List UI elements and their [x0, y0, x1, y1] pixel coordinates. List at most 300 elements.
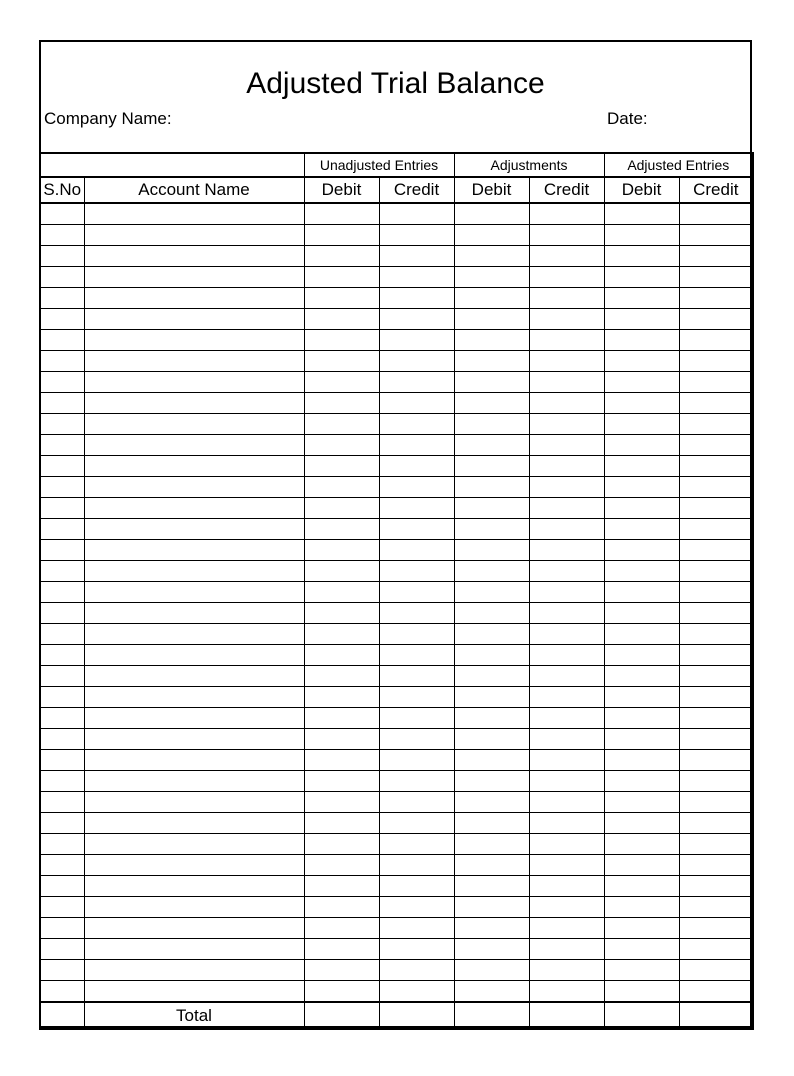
- adjusted-credit-cell[interactable]: [679, 372, 753, 393]
- adjusted-credit-cell[interactable]: [679, 729, 753, 750]
- account-name-cell[interactable]: [84, 897, 304, 918]
- unadjusted-credit-cell[interactable]: [379, 834, 454, 855]
- adjustments-debit-cell[interactable]: [454, 288, 529, 309]
- unadjusted-credit-cell[interactable]: [379, 372, 454, 393]
- adjustments-debit-cell[interactable]: [454, 456, 529, 477]
- adjusted-debit-cell[interactable]: [604, 687, 679, 708]
- unadjusted-credit-cell[interactable]: [379, 708, 454, 729]
- account-name-cell[interactable]: [84, 540, 304, 561]
- adjusted-debit-cell[interactable]: [604, 561, 679, 582]
- sno-cell[interactable]: [40, 477, 84, 498]
- adjustments-credit-cell[interactable]: [529, 855, 604, 876]
- adjustments-credit-cell[interactable]: [529, 519, 604, 540]
- adjusted-debit-cell[interactable]: [604, 771, 679, 792]
- total-adjusted-credit[interactable]: [679, 1002, 753, 1029]
- unadjusted-debit-cell[interactable]: [304, 708, 379, 729]
- unadjusted-credit-cell[interactable]: [379, 960, 454, 981]
- adjusted-credit-cell[interactable]: [679, 246, 753, 267]
- adjusted-debit-cell[interactable]: [604, 792, 679, 813]
- account-name-cell[interactable]: [84, 414, 304, 435]
- adjustments-credit-cell[interactable]: [529, 582, 604, 603]
- account-name-cell[interactable]: [84, 855, 304, 876]
- adjusted-debit-cell[interactable]: [604, 708, 679, 729]
- unadjusted-debit-cell[interactable]: [304, 645, 379, 666]
- account-name-cell[interactable]: [84, 203, 304, 225]
- unadjusted-credit-cell[interactable]: [379, 456, 454, 477]
- unadjusted-credit-cell[interactable]: [379, 246, 454, 267]
- unadjusted-debit-cell[interactable]: [304, 309, 379, 330]
- adjustments-credit-cell[interactable]: [529, 351, 604, 372]
- adjusted-debit-cell[interactable]: [604, 351, 679, 372]
- unadjusted-debit-cell[interactable]: [304, 960, 379, 981]
- sno-cell[interactable]: [40, 456, 84, 477]
- adjusted-debit-cell[interactable]: [604, 624, 679, 645]
- total-sno-cell[interactable]: [40, 1002, 84, 1029]
- adjusted-credit-cell[interactable]: [679, 477, 753, 498]
- adjusted-credit-cell[interactable]: [679, 708, 753, 729]
- sno-cell[interactable]: [40, 918, 84, 939]
- adjustments-debit-cell[interactable]: [454, 813, 529, 834]
- account-name-cell[interactable]: [84, 666, 304, 687]
- sno-cell[interactable]: [40, 855, 84, 876]
- unadjusted-credit-cell[interactable]: [379, 393, 454, 414]
- adjustments-credit-cell[interactable]: [529, 267, 604, 288]
- adjusted-debit-cell[interactable]: [604, 267, 679, 288]
- sno-cell[interactable]: [40, 561, 84, 582]
- adjusted-credit-cell[interactable]: [679, 855, 753, 876]
- account-name-cell[interactable]: [84, 981, 304, 1003]
- unadjusted-debit-cell[interactable]: [304, 813, 379, 834]
- account-name-cell[interactable]: [84, 624, 304, 645]
- unadjusted-debit-cell[interactable]: [304, 582, 379, 603]
- unadjusted-credit-cell[interactable]: [379, 603, 454, 624]
- adjusted-credit-cell[interactable]: [679, 897, 753, 918]
- account-name-cell[interactable]: [84, 288, 304, 309]
- sno-cell[interactable]: [40, 351, 84, 372]
- sno-cell[interactable]: [40, 203, 84, 225]
- unadjusted-credit-cell[interactable]: [379, 687, 454, 708]
- adjustments-debit-cell[interactable]: [454, 372, 529, 393]
- account-name-cell[interactable]: [84, 813, 304, 834]
- adjustments-debit-cell[interactable]: [454, 729, 529, 750]
- adjustments-debit-cell[interactable]: [454, 477, 529, 498]
- adjustments-debit-cell[interactable]: [454, 603, 529, 624]
- adjusted-credit-cell[interactable]: [679, 540, 753, 561]
- adjusted-credit-cell[interactable]: [679, 771, 753, 792]
- adjusted-credit-cell[interactable]: [679, 981, 753, 1003]
- adjustments-credit-cell[interactable]: [529, 918, 604, 939]
- sno-cell[interactable]: [40, 309, 84, 330]
- adjustments-debit-cell[interactable]: [454, 666, 529, 687]
- unadjusted-credit-cell[interactable]: [379, 351, 454, 372]
- adjustments-credit-cell[interactable]: [529, 771, 604, 792]
- unadjusted-debit-cell[interactable]: [304, 351, 379, 372]
- unadjusted-debit-cell[interactable]: [304, 834, 379, 855]
- adjustments-credit-cell[interactable]: [529, 624, 604, 645]
- adjustments-debit-cell[interactable]: [454, 351, 529, 372]
- adjusted-debit-cell[interactable]: [604, 603, 679, 624]
- sno-cell[interactable]: [40, 603, 84, 624]
- adjusted-debit-cell[interactable]: [604, 855, 679, 876]
- adjusted-credit-cell[interactable]: [679, 203, 753, 225]
- adjusted-debit-cell[interactable]: [604, 246, 679, 267]
- unadjusted-credit-cell[interactable]: [379, 203, 454, 225]
- adjusted-credit-cell[interactable]: [679, 876, 753, 897]
- adjustments-debit-cell[interactable]: [454, 414, 529, 435]
- adjusted-debit-cell[interactable]: [604, 834, 679, 855]
- account-name-cell[interactable]: [84, 477, 304, 498]
- sno-cell[interactable]: [40, 792, 84, 813]
- adjusted-debit-cell[interactable]: [604, 372, 679, 393]
- unadjusted-debit-cell[interactable]: [304, 288, 379, 309]
- adjusted-credit-cell[interactable]: [679, 267, 753, 288]
- account-name-cell[interactable]: [84, 708, 304, 729]
- unadjusted-debit-cell[interactable]: [304, 330, 379, 351]
- unadjusted-debit-cell[interactable]: [304, 666, 379, 687]
- sno-cell[interactable]: [40, 897, 84, 918]
- adjusted-debit-cell[interactable]: [604, 393, 679, 414]
- adjustments-credit-cell[interactable]: [529, 456, 604, 477]
- account-name-cell[interactable]: [84, 729, 304, 750]
- unadjusted-credit-cell[interactable]: [379, 498, 454, 519]
- unadjusted-debit-cell[interactable]: [304, 792, 379, 813]
- adjustments-debit-cell[interactable]: [454, 918, 529, 939]
- sno-cell[interactable]: [40, 813, 84, 834]
- adjusted-credit-cell[interactable]: [679, 435, 753, 456]
- adjusted-credit-cell[interactable]: [679, 351, 753, 372]
- account-name-cell[interactable]: [84, 960, 304, 981]
- account-name-cell[interactable]: [84, 561, 304, 582]
- adjusted-credit-cell[interactable]: [679, 519, 753, 540]
- adjusted-credit-cell[interactable]: [679, 309, 753, 330]
- unadjusted-debit-cell[interactable]: [304, 981, 379, 1003]
- adjusted-debit-cell[interactable]: [604, 729, 679, 750]
- sno-cell[interactable]: [40, 435, 84, 456]
- unadjusted-debit-cell[interactable]: [304, 603, 379, 624]
- adjusted-debit-cell[interactable]: [604, 939, 679, 960]
- unadjusted-credit-cell[interactable]: [379, 561, 454, 582]
- adjusted-debit-cell[interactable]: [604, 540, 679, 561]
- sno-cell[interactable]: [40, 267, 84, 288]
- adjustments-credit-cell[interactable]: [529, 708, 604, 729]
- sno-cell[interactable]: [40, 981, 84, 1003]
- unadjusted-credit-cell[interactable]: [379, 225, 454, 246]
- unadjusted-credit-cell[interactable]: [379, 792, 454, 813]
- adjusted-credit-cell[interactable]: [679, 288, 753, 309]
- unadjusted-credit-cell[interactable]: [379, 666, 454, 687]
- adjustments-credit-cell[interactable]: [529, 561, 604, 582]
- sno-cell[interactable]: [40, 246, 84, 267]
- total-adjustments-credit[interactable]: [529, 1002, 604, 1029]
- sno-cell[interactable]: [40, 225, 84, 246]
- adjustments-credit-cell[interactable]: [529, 876, 604, 897]
- adjustments-credit-cell[interactable]: [529, 813, 604, 834]
- account-name-cell[interactable]: [84, 771, 304, 792]
- account-name-cell[interactable]: [84, 750, 304, 771]
- account-name-cell[interactable]: [84, 225, 304, 246]
- unadjusted-debit-cell[interactable]: [304, 477, 379, 498]
- adjustments-credit-cell[interactable]: [529, 834, 604, 855]
- adjusted-credit-cell[interactable]: [679, 603, 753, 624]
- adjusted-credit-cell[interactable]: [679, 792, 753, 813]
- account-name-cell[interactable]: [84, 267, 304, 288]
- adjusted-debit-cell[interactable]: [604, 960, 679, 981]
- unadjusted-credit-cell[interactable]: [379, 897, 454, 918]
- adjusted-credit-cell[interactable]: [679, 939, 753, 960]
- sno-cell[interactable]: [40, 372, 84, 393]
- sno-cell[interactable]: [40, 624, 84, 645]
- adjustments-debit-cell[interactable]: [454, 225, 529, 246]
- adjustments-debit-cell[interactable]: [454, 897, 529, 918]
- total-adjusted-debit[interactable]: [604, 1002, 679, 1029]
- account-name-cell[interactable]: [84, 393, 304, 414]
- adjustments-debit-cell[interactable]: [454, 792, 529, 813]
- adjustments-debit-cell[interactable]: [454, 203, 529, 225]
- adjusted-credit-cell[interactable]: [679, 645, 753, 666]
- adjustments-debit-cell[interactable]: [454, 246, 529, 267]
- adjustments-debit-cell[interactable]: [454, 855, 529, 876]
- unadjusted-credit-cell[interactable]: [379, 939, 454, 960]
- sno-cell[interactable]: [40, 939, 84, 960]
- unadjusted-debit-cell[interactable]: [304, 876, 379, 897]
- adjustments-debit-cell[interactable]: [454, 435, 529, 456]
- unadjusted-credit-cell[interactable]: [379, 981, 454, 1003]
- account-name-cell[interactable]: [84, 330, 304, 351]
- adjusted-debit-cell[interactable]: [604, 456, 679, 477]
- account-name-cell[interactable]: [84, 792, 304, 813]
- account-name-cell[interactable]: [84, 351, 304, 372]
- unadjusted-debit-cell[interactable]: [304, 435, 379, 456]
- account-name-cell[interactable]: [84, 456, 304, 477]
- adjusted-debit-cell[interactable]: [604, 666, 679, 687]
- adjustments-credit-cell[interactable]: [529, 540, 604, 561]
- unadjusted-debit-cell[interactable]: [304, 855, 379, 876]
- adjusted-credit-cell[interactable]: [679, 582, 753, 603]
- adjusted-credit-cell[interactable]: [679, 960, 753, 981]
- adjustments-credit-cell[interactable]: [529, 225, 604, 246]
- unadjusted-credit-cell[interactable]: [379, 855, 454, 876]
- account-name-cell[interactable]: [84, 603, 304, 624]
- adjustments-debit-cell[interactable]: [454, 582, 529, 603]
- adjustments-credit-cell[interactable]: [529, 246, 604, 267]
- adjusted-debit-cell[interactable]: [604, 519, 679, 540]
- total-adjustments-debit[interactable]: [454, 1002, 529, 1029]
- unadjusted-credit-cell[interactable]: [379, 519, 454, 540]
- adjusted-debit-cell[interactable]: [604, 876, 679, 897]
- unadjusted-credit-cell[interactable]: [379, 918, 454, 939]
- unadjusted-credit-cell[interactable]: [379, 624, 454, 645]
- unadjusted-credit-cell[interactable]: [379, 477, 454, 498]
- account-name-cell[interactable]: [84, 498, 304, 519]
- sno-cell[interactable]: [40, 540, 84, 561]
- adjusted-credit-cell[interactable]: [679, 225, 753, 246]
- total-unadjusted-credit[interactable]: [379, 1002, 454, 1029]
- adjusted-debit-cell[interactable]: [604, 582, 679, 603]
- adjustments-debit-cell[interactable]: [454, 267, 529, 288]
- adjustments-debit-cell[interactable]: [454, 708, 529, 729]
- adjusted-credit-cell[interactable]: [679, 561, 753, 582]
- adjustments-credit-cell[interactable]: [529, 687, 604, 708]
- unadjusted-credit-cell[interactable]: [379, 540, 454, 561]
- adjustments-debit-cell[interactable]: [454, 939, 529, 960]
- adjusted-credit-cell[interactable]: [679, 498, 753, 519]
- account-name-cell[interactable]: [84, 309, 304, 330]
- adjustments-credit-cell[interactable]: [529, 477, 604, 498]
- account-name-cell[interactable]: [84, 687, 304, 708]
- adjustments-credit-cell[interactable]: [529, 498, 604, 519]
- unadjusted-credit-cell[interactable]: [379, 582, 454, 603]
- sno-cell[interactable]: [40, 498, 84, 519]
- unadjusted-debit-cell[interactable]: [304, 561, 379, 582]
- account-name-cell[interactable]: [84, 645, 304, 666]
- sno-cell[interactable]: [40, 645, 84, 666]
- adjustments-debit-cell[interactable]: [454, 750, 529, 771]
- unadjusted-credit-cell[interactable]: [379, 330, 454, 351]
- adjustments-credit-cell[interactable]: [529, 435, 604, 456]
- adjusted-credit-cell[interactable]: [679, 813, 753, 834]
- unadjusted-debit-cell[interactable]: [304, 498, 379, 519]
- adjustments-debit-cell[interactable]: [454, 393, 529, 414]
- adjustments-debit-cell[interactable]: [454, 834, 529, 855]
- adjustments-credit-cell[interactable]: [529, 288, 604, 309]
- sno-cell[interactable]: [40, 834, 84, 855]
- adjusted-debit-cell[interactable]: [604, 288, 679, 309]
- adjusted-debit-cell[interactable]: [604, 813, 679, 834]
- account-name-cell[interactable]: [84, 939, 304, 960]
- adjusted-debit-cell[interactable]: [604, 330, 679, 351]
- adjustments-credit-cell[interactable]: [529, 729, 604, 750]
- adjustments-credit-cell[interactable]: [529, 393, 604, 414]
- adjusted-credit-cell[interactable]: [679, 330, 753, 351]
- account-name-cell[interactable]: [84, 519, 304, 540]
- adjusted-credit-cell[interactable]: [679, 750, 753, 771]
- adjusted-debit-cell[interactable]: [604, 477, 679, 498]
- unadjusted-debit-cell[interactable]: [304, 687, 379, 708]
- unadjusted-debit-cell[interactable]: [304, 729, 379, 750]
- unadjusted-debit-cell[interactable]: [304, 372, 379, 393]
- sno-cell[interactable]: [40, 708, 84, 729]
- adjusted-credit-cell[interactable]: [679, 456, 753, 477]
- adjusted-debit-cell[interactable]: [604, 203, 679, 225]
- adjustments-debit-cell[interactable]: [454, 981, 529, 1003]
- unadjusted-debit-cell[interactable]: [304, 246, 379, 267]
- adjustments-debit-cell[interactable]: [454, 624, 529, 645]
- unadjusted-debit-cell[interactable]: [304, 939, 379, 960]
- sno-cell[interactable]: [40, 582, 84, 603]
- unadjusted-debit-cell[interactable]: [304, 414, 379, 435]
- adjusted-debit-cell[interactable]: [604, 498, 679, 519]
- adjusted-debit-cell[interactable]: [604, 918, 679, 939]
- sno-cell[interactable]: [40, 330, 84, 351]
- adjustments-credit-cell[interactable]: [529, 372, 604, 393]
- adjustments-debit-cell[interactable]: [454, 645, 529, 666]
- account-name-cell[interactable]: [84, 834, 304, 855]
- adjustments-debit-cell[interactable]: [454, 330, 529, 351]
- adjusted-debit-cell[interactable]: [604, 225, 679, 246]
- sno-cell[interactable]: [40, 771, 84, 792]
- unadjusted-credit-cell[interactable]: [379, 645, 454, 666]
- sno-cell[interactable]: [40, 729, 84, 750]
- adjustments-credit-cell[interactable]: [529, 666, 604, 687]
- adjusted-credit-cell[interactable]: [679, 414, 753, 435]
- adjusted-debit-cell[interactable]: [604, 309, 679, 330]
- adjustments-debit-cell[interactable]: [454, 498, 529, 519]
- sno-cell[interactable]: [40, 519, 84, 540]
- adjustments-credit-cell[interactable]: [529, 309, 604, 330]
- adjusted-credit-cell[interactable]: [679, 687, 753, 708]
- sno-cell[interactable]: [40, 750, 84, 771]
- account-name-cell[interactable]: [84, 372, 304, 393]
- unadjusted-debit-cell[interactable]: [304, 771, 379, 792]
- adjustments-debit-cell[interactable]: [454, 519, 529, 540]
- unadjusted-credit-cell[interactable]: [379, 288, 454, 309]
- unadjusted-credit-cell[interactable]: [379, 771, 454, 792]
- adjustments-credit-cell[interactable]: [529, 750, 604, 771]
- adjusted-debit-cell[interactable]: [604, 414, 679, 435]
- adjustments-debit-cell[interactable]: [454, 771, 529, 792]
- adjusted-debit-cell[interactable]: [604, 645, 679, 666]
- unadjusted-debit-cell[interactable]: [304, 624, 379, 645]
- account-name-cell[interactable]: [84, 246, 304, 267]
- sno-cell[interactable]: [40, 960, 84, 981]
- adjustments-credit-cell[interactable]: [529, 960, 604, 981]
- sno-cell[interactable]: [40, 414, 84, 435]
- adjustments-credit-cell[interactable]: [529, 330, 604, 351]
- adjustments-credit-cell[interactable]: [529, 414, 604, 435]
- total-unadjusted-debit[interactable]: [304, 1002, 379, 1029]
- sno-cell[interactable]: [40, 876, 84, 897]
- unadjusted-debit-cell[interactable]: [304, 267, 379, 288]
- adjustments-debit-cell[interactable]: [454, 960, 529, 981]
- unadjusted-debit-cell[interactable]: [304, 519, 379, 540]
- adjusted-credit-cell[interactable]: [679, 834, 753, 855]
- adjustments-credit-cell[interactable]: [529, 645, 604, 666]
- unadjusted-credit-cell[interactable]: [379, 309, 454, 330]
- unadjusted-credit-cell[interactable]: [379, 267, 454, 288]
- sno-cell[interactable]: [40, 393, 84, 414]
- adjustments-credit-cell[interactable]: [529, 897, 604, 918]
- adjusted-credit-cell[interactable]: [679, 918, 753, 939]
- unadjusted-credit-cell[interactable]: [379, 729, 454, 750]
- sno-cell[interactable]: [40, 666, 84, 687]
- adjustments-debit-cell[interactable]: [454, 876, 529, 897]
- unadjusted-debit-cell[interactable]: [304, 750, 379, 771]
- adjusted-debit-cell[interactable]: [604, 897, 679, 918]
- adjusted-credit-cell[interactable]: [679, 393, 753, 414]
- adjusted-credit-cell[interactable]: [679, 666, 753, 687]
- account-name-cell[interactable]: [84, 918, 304, 939]
- unadjusted-debit-cell[interactable]: [304, 897, 379, 918]
- unadjusted-credit-cell[interactable]: [379, 414, 454, 435]
- adjustments-debit-cell[interactable]: [454, 687, 529, 708]
- adjusted-credit-cell[interactable]: [679, 624, 753, 645]
- unadjusted-debit-cell[interactable]: [304, 456, 379, 477]
- adjusted-debit-cell[interactable]: [604, 750, 679, 771]
- account-name-cell[interactable]: [84, 582, 304, 603]
- adjustments-credit-cell[interactable]: [529, 603, 604, 624]
- adjustments-credit-cell[interactable]: [529, 981, 604, 1003]
- adjustments-debit-cell[interactable]: [454, 540, 529, 561]
- unadjusted-credit-cell[interactable]: [379, 876, 454, 897]
- unadjusted-credit-cell[interactable]: [379, 750, 454, 771]
- adjustments-credit-cell[interactable]: [529, 203, 604, 225]
- sno-cell[interactable]: [40, 687, 84, 708]
- unadjusted-debit-cell[interactable]: [304, 393, 379, 414]
- adjusted-debit-cell[interactable]: [604, 435, 679, 456]
- unadjusted-credit-cell[interactable]: [379, 813, 454, 834]
- adjusted-debit-cell[interactable]: [604, 981, 679, 1003]
- adjustments-credit-cell[interactable]: [529, 939, 604, 960]
